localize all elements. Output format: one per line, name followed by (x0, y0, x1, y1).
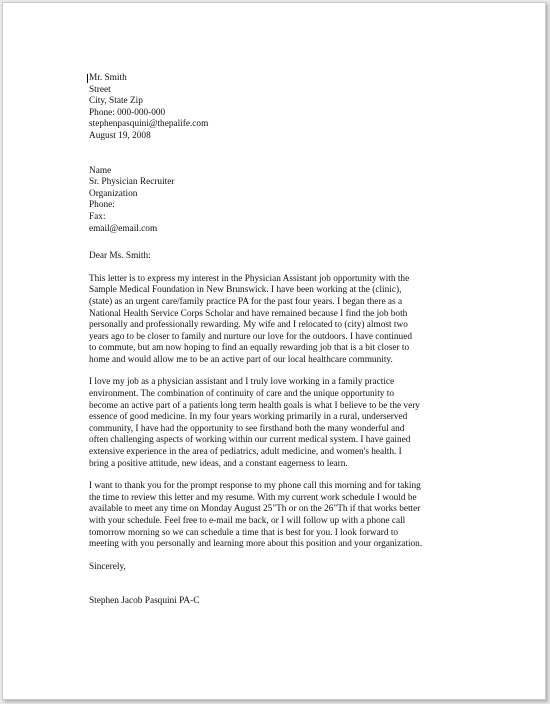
signature: Stephen Jacob Pasquini PA-C (89, 596, 200, 607)
sender-name: Mr. Smith (89, 73, 127, 83)
paragraph-line: personally and professionally rewarding. My wife and I relocated to (city) almost two (89, 320, 408, 331)
paragraph-line: I want to thank you for the prompt response to my phone call this morning and for taking (89, 481, 421, 492)
paragraph-line: extensive experience in the area of pediatrics, adult medicine, and women's health. I (89, 447, 402, 458)
paragraph-line: with your schedule. Feel free to e-mail me back, or I will follow up with a phone call (89, 516, 406, 526)
paragraph-line: available to meet any time on Monday August 25"Th or on the 26"Th if that works better (89, 504, 421, 515)
paragraph-line: often challenging aspects of working within our current medical system. I have gained (89, 435, 411, 446)
recipient-title: Sr. Physician Recruiter (89, 177, 175, 188)
paragraph-line: National Health Service Corps Scholar and have remained because I find the job both (89, 308, 408, 319)
recipient-fax: Fax: (89, 211, 106, 222)
recipient-email: email@email.com (89, 223, 158, 234)
paragraph-1 (89, 274, 489, 367)
paragraph-line: meeting with you personally and learning more about this position and your organization. (89, 539, 423, 550)
document-page (2, 2, 546, 700)
paragraph-line: community, I have had the opportunity to see firsthand both the many wonderful and (89, 423, 405, 434)
paragraph-line: essence of good medicine. In my four years working primarily in a rural, underserved (89, 412, 408, 423)
paragraph-line: become an active part of a patients long term health goals is what I believe to be the very (89, 400, 420, 411)
paragraph-line: Sample Medical Foundation in New Brunswick. I have been working at the (clinic), (89, 285, 402, 296)
sender-email: stephenpasquini@thepalife.com (89, 119, 209, 130)
paragraph-line: I love my job as a physician assistant and I truly love working in a family practice (89, 377, 395, 388)
sender-address-block (89, 73, 489, 143)
paragraph-line: years ago to be closer to family and nurture our love for the outdoors. I have continued (89, 331, 412, 342)
recipient-phone: Phone: (89, 200, 115, 211)
letter-body (89, 73, 489, 608)
paragraph-line: This letter is to express my interest in the Physician Assistant job opportunity with the (89, 273, 410, 284)
closing: Sincerely, (89, 561, 126, 572)
paragraph-line: the time to review this letter and my resume. With my current work schedule I would be (89, 492, 417, 503)
salutation: Dear Ms. Smith: (89, 251, 151, 262)
sender-city-state-zip: City, State Zip (89, 96, 143, 107)
letter-date: August 19, 2008 (89, 130, 151, 141)
paragraph-line: environment. The combination of continuity of care and the unique opportunity to (89, 389, 395, 400)
paragraph-line: to commute, but am now hoping to find an equally rewarding job that is a bit closer to (89, 343, 410, 354)
paragraph-line: (state) as an urgent care/family practice PA for the past four years. I began there as a (89, 296, 403, 307)
paragraph-2 (89, 377, 489, 470)
paragraph-line: bring a positive attitude, new ideas, and a constant eagerness to learn. (89, 458, 348, 469)
text-cursor (87, 74, 88, 83)
paragraph-line: home and would allow me to be an active part of our local healthcare community. (89, 354, 393, 365)
paragraph-line: tomorrow morning so we can schedule a time that is best for you. I look forward to (89, 527, 399, 538)
recipient-address-block (89, 166, 489, 236)
recipient-organization: Organization (89, 188, 138, 199)
recipient-name: Name (89, 165, 112, 176)
paragraph-3 (89, 481, 489, 551)
sender-phone: Phone: 000-000-000 (89, 107, 166, 118)
sender-street: Street (89, 84, 111, 95)
